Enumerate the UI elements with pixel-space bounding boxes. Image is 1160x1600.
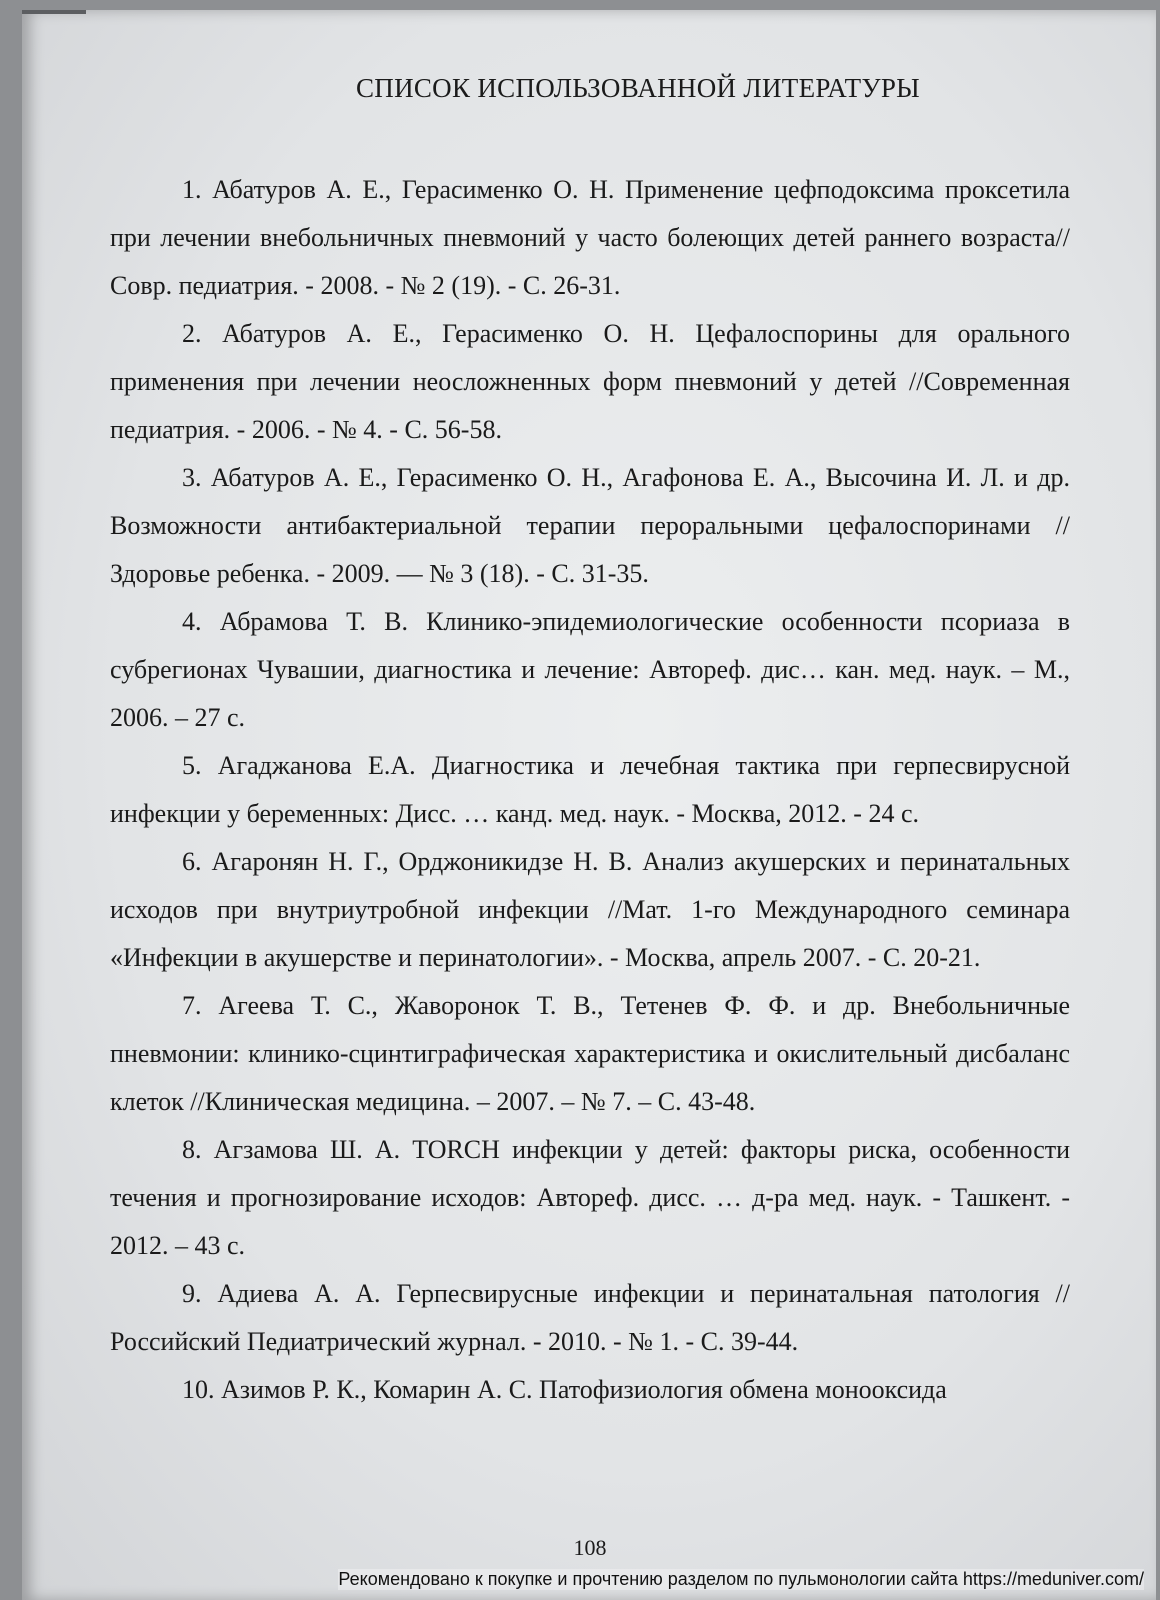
reference-number: 4. (182, 607, 202, 636)
reference-item (110, 310, 1070, 454)
reference-text: Адиева А. А. Герпесвирусные инфекции и перинатальная патология //Российский Педиатрический журнал. - 2010. - № 1. - С. 39-44. (110, 1279, 1070, 1356)
reference-item (110, 1126, 1070, 1270)
reference-list (110, 166, 1070, 1414)
reference-number: 1. (182, 175, 202, 204)
reference-text: Агзамова Ш. А. TORCH инфекции у детей: факторы риска, особенности течения и прогнозирование исходов: Автореф. дисс. … д-ра мед. наук. - Ташкент. - 2012. – 43 с. (110, 1135, 1071, 1260)
reference-text: Абатуров А. Е., Герасименко О. Н. Цефалоспорины для орального применения при лечении неосложненных форм пневмоний у детей //Современная педиатрия. - 2006. - № 4. - С. 56-58. (110, 319, 1071, 444)
reference-item (110, 454, 1070, 598)
scan-edge-mark (22, 10, 86, 14)
page-title: СПИСОК ИСПОЛЬЗОВАННОЙ ЛИТЕРАТУРЫ (355, 73, 921, 103)
reference-number: 7. (182, 991, 202, 1020)
reference-item (110, 838, 1070, 982)
reference-text: Абрамова Т. В. Клинико-эпидемиологические особенности псориаза в субрегионах Чувашии, диагностика и лечение: Автореф. дис… кан. мед. наук. – М., 2006. – 27 с. (110, 607, 1070, 732)
footer-recommendation-note: Рекомендовано к покупке и прочтению разделом по пульмонологии сайта https://meduniver.com/ (338, 1569, 1144, 1589)
reference-item (110, 1270, 1070, 1366)
reference-number: 2. (182, 319, 202, 348)
reference-text: Агаронян Н. Г., Орджоникидзе Н. В. Анализ акушерских и перинатальных исходов при внутриутробной инфекции //Мат. 1-го Международного семинара «Инфекции в акушерстве и перинатологии». - Москва, апрель 2007. - С. 20-21. (110, 847, 1071, 972)
reference-text: Абатуров А. Е., Герасименко О. Н. Применение цефподоксима проксетила при лечении внебольничных пневмоний у часто болеющих детей раннего возраста//Совр. педиатрия. - 2008. - № 2 (19). - С. 26-31. (110, 175, 1070, 300)
reference-number: 5. (182, 751, 202, 780)
reference-item (110, 1366, 1070, 1414)
reference-number: 3. (182, 463, 202, 492)
reference-number: 6. (182, 847, 202, 876)
reference-text: Абатуров А. Е., Герасименко О. Н., Агафонова Е. А., Высочина И. Л. и др. Возможности антибактериальной терапии пероральными цефалоспоринами //Здоровье ребенка. - 2009. — № 3 (18). - С. 31-35. (110, 463, 1070, 588)
reference-item (110, 982, 1070, 1126)
reference-number: 9. (182, 1279, 202, 1308)
reference-item (110, 598, 1070, 742)
reference-item (110, 742, 1070, 838)
reference-number: 8. (182, 1135, 202, 1164)
reference-item (110, 166, 1070, 310)
page-number: 108 (573, 1535, 607, 1560)
reference-text: Агаджанова Е.А. Диагностика и лечебная тактика при герпесвирусной инфекции у беременных: Дисс. … канд. мед. наук. - Москва, 2012. - 24 с. (110, 751, 1071, 828)
reference-number: 10. (182, 1375, 215, 1404)
reference-text: Азимов Р. К., Комарин А. С. Патофизиология обмена монооксида (221, 1375, 947, 1404)
reference-text: Агеева Т. С., Жаворонок Т. В., Тетенев Ф. Ф. и др. Внебольничные пневмонии: клинико-сцинтиграфическая характеристика и окислительный дисбаланс клеток //Клиническая медицина. – 2007. – № 7. – С. 43-48. (110, 991, 1071, 1116)
